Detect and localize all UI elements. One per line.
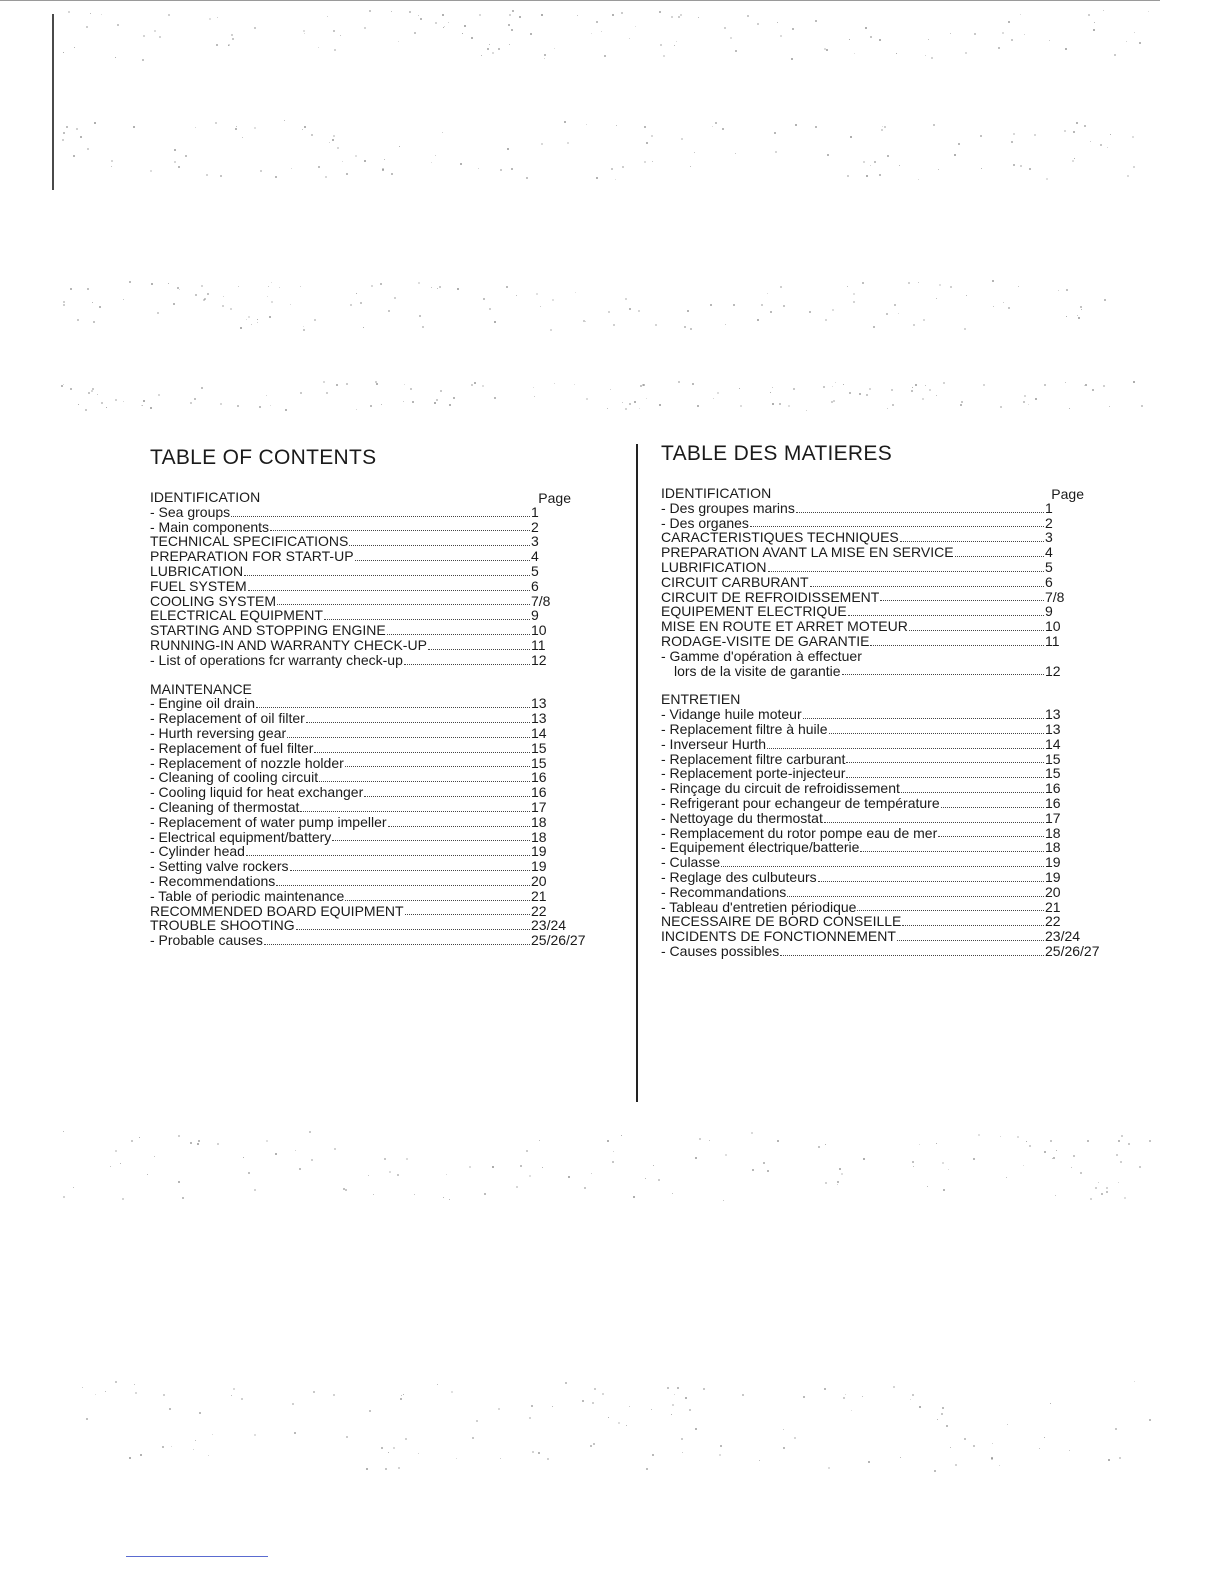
toc-entry-label: - Causes possibles xyxy=(661,942,780,959)
toc-entry-page: 9 xyxy=(531,607,539,624)
toc-entry xyxy=(661,634,1109,649)
toc-entry-page: 16 xyxy=(531,784,547,801)
toc-english xyxy=(150,446,595,948)
dot-leader xyxy=(829,733,1044,734)
dot-leader xyxy=(750,526,1044,527)
toc-entry-label: PREPARATION FOR START-UP xyxy=(150,548,354,565)
dot-leader xyxy=(721,866,1044,867)
toc-entry xyxy=(661,604,1109,619)
dot-leader xyxy=(287,737,530,738)
toc-entry-page: 23/24 xyxy=(531,917,567,934)
dot-leader xyxy=(941,807,1044,808)
dot-leader xyxy=(364,796,530,797)
dot-leader xyxy=(767,748,1044,749)
toc-entry-label: - Rinçage du circuit de refroidissement xyxy=(661,780,900,797)
toc-entry-page: 23/24 xyxy=(1045,928,1081,945)
toc-entry-page: 5 xyxy=(1045,558,1053,575)
dot-leader xyxy=(319,781,530,782)
toc-entry xyxy=(150,564,595,579)
toc-entry-label: - Electrical equipment/battery xyxy=(150,828,332,845)
toc-entry xyxy=(661,811,1109,826)
toc-entry-label: ENTRETIEN xyxy=(661,691,741,708)
toc-entry-label: - Replacement of nozzle holder xyxy=(150,754,344,771)
dot-leader xyxy=(768,571,1044,572)
toc-entry xyxy=(661,516,1109,531)
toc-entry-page: 19 xyxy=(531,843,547,860)
dot-leader xyxy=(355,560,530,561)
toc-entry xyxy=(150,830,595,845)
dot-leader xyxy=(296,929,530,930)
toc-entry-label: - Refrigerant pour echangeur de température xyxy=(661,794,940,811)
toc-entry-label: NECESSAIRE DE BORD CONSEILLE xyxy=(661,913,902,930)
toc-entry-label: - Nettoyage du thermostat xyxy=(661,809,823,826)
toc-entry xyxy=(150,785,595,800)
toc-entry xyxy=(150,815,595,830)
page-column-header: Page xyxy=(538,490,571,506)
dot-leader xyxy=(870,645,1044,646)
dot-leader xyxy=(324,619,530,620)
toc-entry-page: 12 xyxy=(531,651,547,668)
toc-entry xyxy=(150,505,595,520)
toc-entry xyxy=(150,490,595,505)
dot-leader xyxy=(332,840,530,841)
toc-entry-label: EQUIPEMENT ELECTRIQUE xyxy=(661,603,847,620)
toc-entry-label: RECOMMENDED BOARD EQUIPMENT xyxy=(150,902,404,919)
toc-entry-label: - Tableau d'entretien périodique xyxy=(661,898,857,915)
toc-entry-page: 5 xyxy=(531,562,539,579)
toc-entry-label: CARACTERISTIQUES TECHNIQUES xyxy=(661,529,899,546)
dot-leader xyxy=(842,674,1044,675)
toc-entry xyxy=(150,741,595,756)
dot-leader xyxy=(277,604,530,605)
toc-entry-label: - Remplacement du rotor pompe eau de mer xyxy=(661,824,938,841)
toc-entry xyxy=(150,770,595,785)
toc-entry-label: - Replacement of fuel filter xyxy=(150,739,314,756)
toc-section-main xyxy=(150,490,595,668)
toc-entry xyxy=(150,933,595,948)
toc-entry-page: 16 xyxy=(1045,780,1061,797)
bottom-rule xyxy=(126,1556,268,1557)
toc-entry-page: 1 xyxy=(1045,499,1053,516)
toc-entry-page: 6 xyxy=(1045,573,1053,590)
toc-entry-label: - Inverseur Hurth xyxy=(661,735,767,752)
toc-entry-page: 3 xyxy=(531,533,539,550)
toc-entry xyxy=(661,501,1109,516)
dot-leader xyxy=(897,940,1044,941)
toc-entry-label: CIRCUIT CARBURANT xyxy=(661,573,809,590)
toc-entry xyxy=(150,623,595,638)
toc-entry xyxy=(661,707,1109,722)
dot-leader xyxy=(276,885,530,886)
toc-entry xyxy=(661,486,1109,501)
toc-entry xyxy=(661,664,1109,679)
dot-leader xyxy=(248,590,530,591)
dot-leader xyxy=(246,855,530,856)
toc-section-main xyxy=(661,486,1109,678)
toc-entry xyxy=(150,638,595,653)
toc-entry-label: - Gamme d'opération à effectuer xyxy=(661,647,862,664)
toc-list-english xyxy=(150,490,595,948)
toc-entry-page: 16 xyxy=(1045,794,1061,811)
toc-entry-label: RUNNING-IN AND WARRANTY CHECK-UP xyxy=(150,636,427,653)
toc-entry-label: PREPARATION AVANT LA MISE EN SERVICE xyxy=(661,544,954,561)
toc-entry xyxy=(661,649,1109,664)
toc-entry xyxy=(150,520,595,535)
toc-entry-label: INCIDENTS DE FONCTIONNEMENT xyxy=(661,928,896,945)
dot-leader xyxy=(938,836,1044,837)
toc-entry-page: 18 xyxy=(1045,824,1061,841)
toc-entry xyxy=(661,900,1109,915)
toc-entry-page: 10 xyxy=(531,622,547,639)
toc-entry xyxy=(150,904,595,919)
dot-leader xyxy=(846,777,1044,778)
toc-entry-label: - Replacement filtre à huile xyxy=(661,720,828,737)
toc-entry-page: 4 xyxy=(531,548,539,565)
dot-leader xyxy=(428,649,530,650)
toc-entry xyxy=(661,590,1109,605)
dot-leader xyxy=(306,722,530,723)
dot-leader xyxy=(848,615,1044,616)
dot-leader xyxy=(860,851,1044,852)
toc-entry xyxy=(661,840,1109,855)
toc-entry xyxy=(661,796,1109,811)
toc-entry xyxy=(150,889,595,904)
toc-entry-page: 3 xyxy=(1045,529,1053,546)
toc-entry-page: 20 xyxy=(1045,883,1061,900)
toc-entry-page: 15 xyxy=(531,754,547,771)
toc-entry xyxy=(150,918,595,933)
toc-entry-label: - Recommandations xyxy=(661,883,787,900)
toc-entry-page: 12 xyxy=(1045,662,1061,679)
dot-leader xyxy=(256,707,530,708)
toc-entry-label: - Equipement électrique/batterie xyxy=(661,839,860,856)
dot-leader xyxy=(955,556,1044,557)
toc-entry-label: - Des organes xyxy=(661,514,749,531)
toc-entry-page: 6 xyxy=(531,577,539,594)
dot-leader xyxy=(345,766,530,767)
page-column-header: Page xyxy=(1051,486,1084,502)
toc-entry xyxy=(150,534,595,549)
toc-entry-label: IDENTIFICATION xyxy=(661,485,772,501)
toc-entry-label: - Cleaning of cooling circuit xyxy=(150,769,319,786)
toc-entry xyxy=(661,737,1109,752)
toc-entry xyxy=(661,752,1109,767)
toc-entry-label: COOLING SYSTEM xyxy=(150,592,277,609)
toc-entry-label: - Cleaning of thermostat xyxy=(150,798,300,815)
toc-entry xyxy=(661,575,1109,590)
dot-leader xyxy=(810,586,1044,587)
toc-entry-page: 9 xyxy=(1045,603,1053,620)
toc-entry xyxy=(661,545,1109,560)
toc-entry xyxy=(661,929,1109,944)
toc-entry-page: 10 xyxy=(1045,618,1061,635)
toc-entry-page: 18 xyxy=(531,813,547,830)
toc-entry xyxy=(150,711,595,726)
toc-entry-label: - Replacement porte-injecteur xyxy=(661,765,846,782)
toc-entry-page: 18 xyxy=(1045,839,1061,856)
toc-entry xyxy=(661,855,1109,870)
toc-entry xyxy=(661,692,1109,707)
toc-entry xyxy=(661,885,1109,900)
toc-list-french xyxy=(661,486,1109,959)
toc-entry xyxy=(661,781,1109,796)
toc-entry-page: 7/8 xyxy=(531,592,551,609)
toc-entry xyxy=(150,682,595,697)
toc-entry-label: - Replacement of water pump impeller xyxy=(150,813,387,830)
toc-entry-page: 13 xyxy=(1045,706,1061,723)
toc-entry-page: 2 xyxy=(531,518,539,535)
dot-leader xyxy=(404,664,530,665)
toc-entry-page: 15 xyxy=(531,739,547,756)
toc-entry-label: - Recommendations xyxy=(150,872,276,889)
dot-leader xyxy=(780,955,1044,956)
toc-entry-label: lors de la visite de garantie xyxy=(674,662,841,679)
toc-entry-page: 21 xyxy=(1045,898,1061,915)
column-divider xyxy=(636,444,638,1102)
toc-entry xyxy=(150,859,595,874)
dot-leader xyxy=(818,881,1044,882)
toc-entry-page: 14 xyxy=(1045,735,1061,752)
toc-entry-page: 15 xyxy=(1045,750,1061,767)
toc-entry-label: - Main components xyxy=(150,518,270,535)
toc-entry-label: IDENTIFICATION xyxy=(150,489,261,505)
dot-leader xyxy=(405,914,530,915)
dot-leader xyxy=(900,541,1044,542)
toc-title-french: TABLE DES MATIERES xyxy=(661,442,893,465)
toc-entry-label: - Probable causes xyxy=(150,932,263,949)
dot-leader xyxy=(345,900,530,901)
toc-entry-label: - Setting valve rockers xyxy=(150,858,289,875)
toc-entry-label: - Reglage des culbuteurs xyxy=(661,868,817,885)
dot-leader xyxy=(387,634,530,635)
toc-entry-page: 22 xyxy=(1045,913,1061,930)
toc-entry xyxy=(150,653,595,668)
dot-leader xyxy=(314,752,530,753)
toc-entry-label: - Cooling liquid for heat exchanger xyxy=(150,784,364,801)
toc-entry xyxy=(150,608,595,623)
toc-entry-label: MISE EN ROUTE ET ARRET MOTEUR xyxy=(661,618,908,635)
toc-entry-label: - Engine oil drain xyxy=(150,695,256,712)
toc-entry-label: LUBRIFICATION xyxy=(661,558,767,575)
toc-entry-page: 17 xyxy=(1045,809,1061,826)
toc-entry-label: TROUBLE SHOOTING xyxy=(150,917,295,934)
toc-entry-label: - Replacement filtre carburant xyxy=(661,750,846,767)
toc-entry-page: 11 xyxy=(531,636,546,653)
dot-leader xyxy=(270,530,530,531)
dot-leader xyxy=(846,762,1044,763)
toc-entry xyxy=(150,874,595,889)
toc-entry-page: 21 xyxy=(531,887,547,904)
top-rule xyxy=(0,0,1160,1)
toc-entry-page: 19 xyxy=(531,858,547,875)
toc-entry xyxy=(150,549,595,564)
toc-entry-page: 19 xyxy=(1045,854,1061,871)
toc-entry xyxy=(661,722,1109,737)
dot-leader xyxy=(909,630,1044,631)
toc-entry-page: 13 xyxy=(531,695,547,712)
dot-leader xyxy=(901,792,1044,793)
toc-entry-page: 15 xyxy=(1045,765,1061,782)
toc-entry xyxy=(661,766,1109,781)
toc-entry-label: ELECTRICAL EQUIPMENT xyxy=(150,607,323,624)
toc-section-maintenance xyxy=(150,682,595,948)
toc-entry xyxy=(661,560,1109,575)
toc-entry-label: CIRCUIT DE REFROIDISSEMENT xyxy=(661,588,880,605)
toc-entry-label: FUEL SYSTEM xyxy=(150,577,247,594)
toc-entry xyxy=(150,594,595,609)
toc-entry-page: 13 xyxy=(531,710,547,727)
toc-entry-label: - Hurth reversing gear xyxy=(150,724,287,741)
toc-entry-label: STARTING AND STOPPING ENGINE xyxy=(150,622,386,639)
toc-entry xyxy=(661,914,1109,929)
toc-entry xyxy=(661,826,1109,841)
toc-entry xyxy=(661,870,1109,885)
toc-entry-label: - Culasse xyxy=(661,854,721,871)
toc-entry-page: 25/26/27 xyxy=(531,932,586,949)
toc-entry xyxy=(661,530,1109,545)
toc-entry-label: - Cylinder head xyxy=(150,843,245,860)
toc-entry-label: - Replacement of oil filter xyxy=(150,710,305,727)
toc-entry-label: TECHNICAL SPECIFICATIONS xyxy=(150,533,349,550)
toc-french xyxy=(661,442,1109,959)
dot-leader xyxy=(290,870,531,871)
toc-entry-page: 1 xyxy=(531,503,539,520)
toc-entry-page: 17 xyxy=(531,798,547,815)
toc-entry-page: 18 xyxy=(531,828,547,845)
toc-entry-page: 13 xyxy=(1045,720,1061,737)
toc-entry xyxy=(150,696,595,711)
toc-entry-label: RODAGE-VISITE DE GARANTIE xyxy=(661,632,870,649)
toc-entry-label: - Sea groups xyxy=(150,503,231,520)
dot-leader xyxy=(787,896,1044,897)
dot-leader xyxy=(300,811,530,812)
toc-entry-label: LUBRICATION xyxy=(150,562,244,579)
toc-entry-page: 25/26/27 xyxy=(1045,942,1100,959)
toc-entry-page: 2 xyxy=(1045,514,1053,531)
toc-entry xyxy=(661,944,1109,959)
toc-entry xyxy=(150,579,595,594)
toc-entry-page: 16 xyxy=(531,769,547,786)
dot-leader xyxy=(264,944,530,945)
toc-section-maintenance xyxy=(661,692,1109,958)
left-margin-bar xyxy=(52,14,54,190)
toc-entry-page: 11 xyxy=(1045,632,1060,649)
toc-entry xyxy=(150,726,595,741)
dot-leader xyxy=(857,910,1044,911)
dot-leader xyxy=(349,545,530,546)
dot-leader xyxy=(231,516,530,517)
toc-entry-label: - Table of periodic maintenance xyxy=(150,887,345,904)
dot-leader xyxy=(244,575,530,576)
toc-entry-label: - List of operations fcr warranty check-up xyxy=(150,651,403,668)
toc-entry-page: 14 xyxy=(531,724,547,741)
toc-entry-page: 20 xyxy=(531,872,547,889)
toc-entry-page: 7/8 xyxy=(1045,588,1065,605)
dot-leader xyxy=(803,718,1044,719)
toc-entry xyxy=(150,800,595,815)
toc-entry xyxy=(150,844,595,859)
dot-leader xyxy=(824,822,1044,823)
toc-entry-page: 19 xyxy=(1045,868,1061,885)
toc-entry-page: 4 xyxy=(1045,544,1053,561)
dot-leader xyxy=(796,512,1044,513)
toc-entry-label: - Des groupes marins xyxy=(661,499,795,516)
dot-leader xyxy=(388,826,530,827)
toc-entry xyxy=(150,756,595,771)
toc-entry-label: MAINTENANCE xyxy=(150,680,252,697)
toc-entry-page: 22 xyxy=(531,902,547,919)
toc-entry xyxy=(661,619,1109,634)
dot-leader xyxy=(880,600,1044,601)
toc-title-english: TABLE OF CONTENTS xyxy=(150,446,377,469)
toc-entry-label: - Vidange huile moteur xyxy=(661,706,802,723)
dot-leader xyxy=(902,925,1044,926)
